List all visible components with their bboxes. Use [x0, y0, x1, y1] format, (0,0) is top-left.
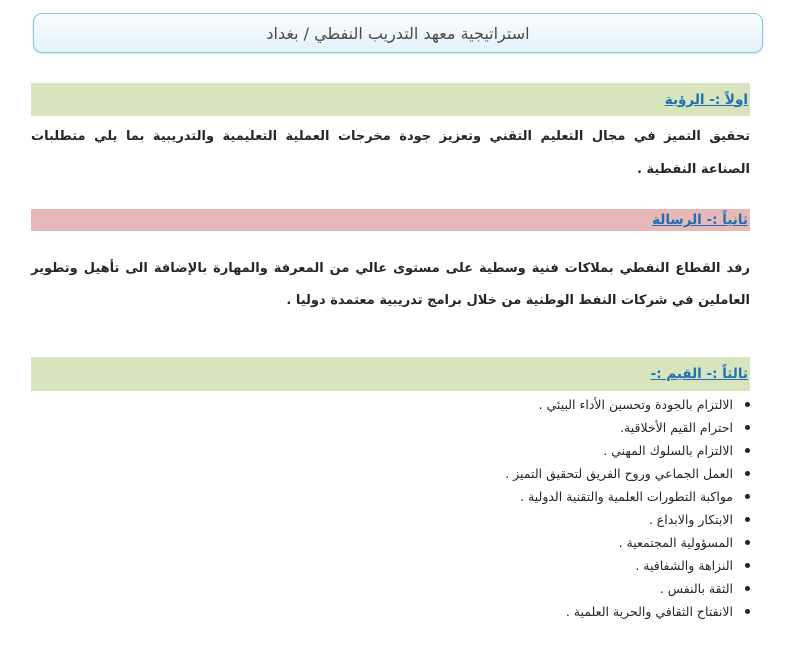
title-box	[33, 13, 763, 53]
vision-paragraph	[31, 120, 750, 186]
bullet-icon	[745, 448, 750, 453]
bullet-icon	[745, 540, 750, 545]
list-item-text: احترام القيم الأخلاقية.	[620, 420, 733, 435]
bullet-icon	[745, 563, 750, 568]
list-item-text: المسؤولية المجتمعية .	[618, 535, 733, 550]
vision-heading[interactable]: اولاً :- الرؤية	[664, 91, 748, 108]
mission-line-2: العاملين في شركات النفط الوطنية من خلال برامج تدريبية معتمدة دوليا .	[286, 293, 750, 308]
mission-paragraph	[31, 253, 750, 317]
bullet-icon	[745, 517, 750, 522]
list-item	[250, 462, 750, 485]
mission-heading[interactable]: ثانياً :- الرسالة	[652, 212, 748, 228]
bullet-icon	[745, 425, 750, 430]
list-item	[250, 439, 750, 462]
bullet-icon	[745, 494, 750, 499]
list-item-text: مواكبة التطورات العلمية والتقنية الدولية .	[520, 489, 733, 504]
list-item	[250, 531, 750, 554]
list-item	[250, 508, 750, 531]
list-item	[250, 577, 750, 600]
list-item-text: الثقة بالنفس .	[659, 581, 733, 596]
list-item	[250, 393, 750, 416]
vision-heading-bar	[31, 83, 750, 116]
values-heading[interactable]: ثالثاً :- القيم :-	[650, 366, 748, 382]
bullet-icon	[745, 586, 750, 591]
page-title: استراتيجية معهد التدريب النفطي / بغداد	[266, 23, 530, 43]
bullet-icon	[745, 402, 750, 407]
list-item	[250, 600, 750, 623]
vision-line-2: الصناعة النفطية .	[637, 162, 750, 177]
mission-line-1: رفد القطاع النفطي بملاكات فنية وسطية على مستوى عالي من المعرفة والمهارة بالإضافة الى تأهيل وتطوير	[31, 261, 750, 276]
list-item-text: العمل الجماعي وروح الفريق لتحقيق التميز .	[505, 466, 733, 481]
list-item-text: الابتكار والابداع .	[648, 512, 733, 527]
vision-line-1: تحقيق التميز في مجال التعليم التقني وتعزيز جودة مخرجات العملية التعليمية والتدريبية بما يلي متطلبات	[31, 129, 750, 144]
list-item-text: الانفتاح الثقافي والحرية العلمية .	[565, 604, 733, 619]
list-item	[250, 416, 750, 439]
list-item-text: الالتزام بالسلوك المهني .	[603, 443, 733, 458]
list-item	[250, 554, 750, 577]
bullet-icon	[745, 609, 750, 614]
list-item	[250, 485, 750, 508]
values-heading-bar	[31, 357, 750, 391]
mission-heading-bar	[31, 209, 750, 231]
values-list	[250, 393, 750, 623]
list-item-text: النزاهة والشفافية .	[635, 558, 733, 573]
list-item-text: الالتزام بالجودة وتحسين الأداء البيئي .	[538, 397, 733, 412]
bullet-icon	[745, 471, 750, 476]
